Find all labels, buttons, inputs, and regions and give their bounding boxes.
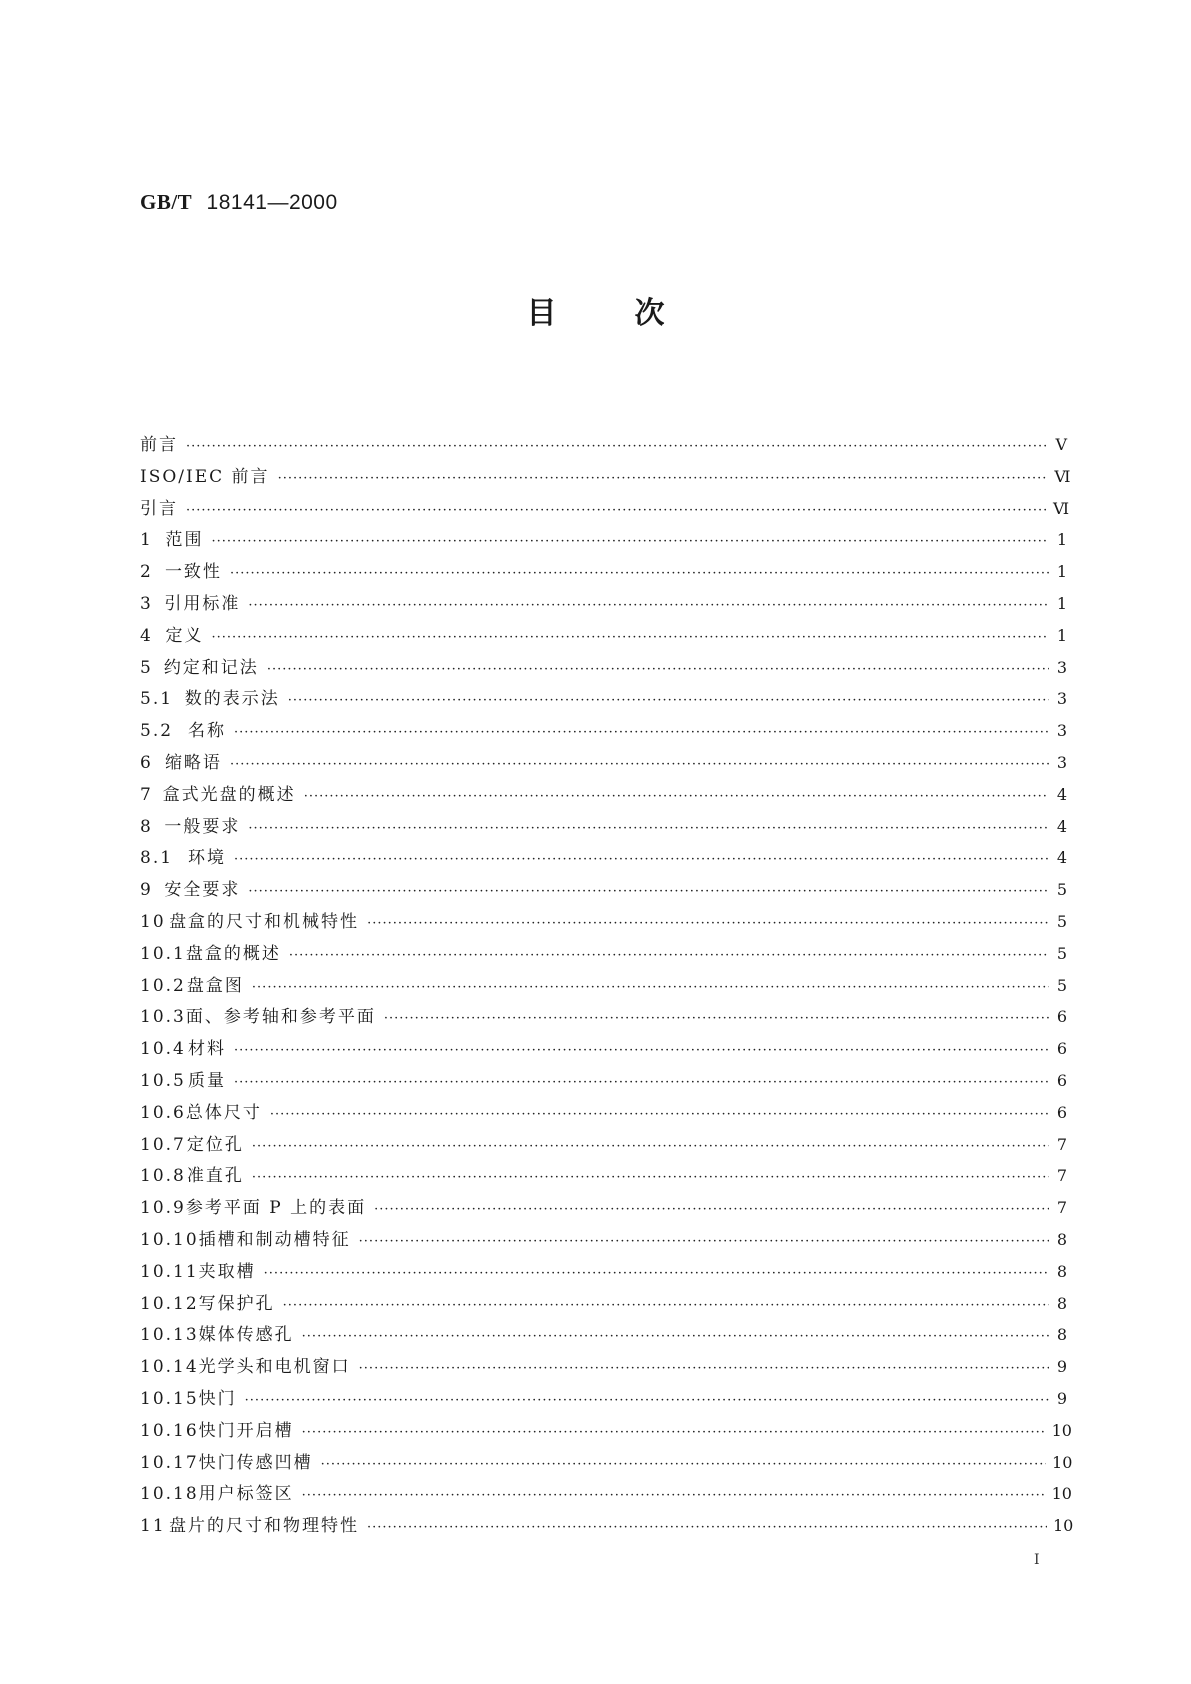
toc-leader-dots [252,980,1049,995]
toc-entry-number: 5.2 [140,721,174,742]
toc-entry-page: 6 [1056,1102,1067,1122]
toc-entry-label: 插槽和制动槽特征 [198,1229,351,1250]
toc-entry-label: 一致性 [164,562,222,583]
toc-entry-page: 5 [1056,911,1067,931]
toc-entry[interactable] [140,462,1071,494]
toc-entry-label: 用户标签区 [198,1484,294,1505]
toc-entry-label: 质量 [187,1070,226,1091]
table-of-contents [140,430,1074,1543]
toc-entry-number: 10.13 [140,1325,199,1346]
toc-entry-page: 3 [1056,752,1067,772]
toc-entry-page: 6 [1056,1070,1067,1090]
toc-entry-number: 10.17 [140,1452,199,1473]
toc-entry-label: 名称 [187,721,226,742]
toc-leader-dots [278,471,1049,486]
toc-entry[interactable] [140,971,1067,1003]
toc-entry-number: 10.4 [140,1039,186,1060]
toc-entry-label: 总体尺寸 [185,1102,262,1123]
toc-entry[interactable] [140,780,1067,812]
toc-leader-dots [248,884,1049,899]
toc-entry-label: 光学头和电机窗口 [198,1357,351,1378]
toc-entry-number: 6 [140,752,153,773]
toc-entry-number: 10.2 [140,975,186,996]
toc-entry-label: 引言 [140,498,178,519]
toc-entry-label: 材料 [187,1039,226,1060]
toc-entry[interactable] [140,1511,1074,1543]
toc-entry-page: 4 [1056,816,1067,836]
toc-entry-page: Ⅵ [1052,498,1070,518]
toc-entry[interactable] [140,843,1067,875]
toc-entry[interactable] [140,907,1067,939]
toc-entry[interactable] [140,716,1067,748]
toc-entry-label: 盘盒图 [186,975,244,996]
toc-entry-number: 9 [140,880,153,901]
toc-entry[interactable] [140,1384,1067,1416]
toc-entry-page: 3 [1056,721,1067,741]
toc-entry-number: 10.3 [140,1007,186,1028]
toc-entry-page: 10 [1052,1516,1074,1536]
toc-entry-page: 6 [1056,1039,1067,1059]
toc-entry-number: 8.1 [140,848,174,869]
toc-leader-dots [230,757,1049,772]
toc-entry[interactable] [140,1257,1067,1289]
toc-entry-label: 引用标准 [164,593,241,614]
toc-leader-dots [267,662,1049,677]
toc-entry-label: 一般要求 [164,816,241,837]
toc-entry-page: 7 [1056,1134,1067,1154]
toc-entry-number: 10.16 [140,1420,199,1441]
toc-entry-number: 2 [140,562,153,583]
toc-entry[interactable] [140,557,1067,589]
toc-entry-number: 10.15 [140,1388,199,1409]
toc-entry-number: 10.8 [140,1166,186,1187]
toc-leader-dots [186,439,1049,454]
toc-leader-dots [234,1043,1049,1058]
toc-leader-dots [288,693,1049,708]
toc-entry-label: 参考平面 P 上的表面 [185,1198,367,1219]
toc-entry[interactable] [140,1289,1067,1321]
toc-entry-page: 6 [1056,1007,1067,1027]
toc-entry[interactable] [140,1193,1067,1225]
toc-entry-page: 8 [1056,1325,1067,1345]
standard-prefix: GB/T [140,190,193,214]
toc-entry-number: 10.18 [140,1484,199,1505]
toc-entry-label: ISO/IEC 前言 [140,466,270,487]
toc-leader-dots [270,1107,1049,1122]
toc-entry[interactable] [140,1320,1067,1352]
toc-entry-page: 4 [1056,848,1067,868]
toc-leader-dots [212,534,1050,549]
toc-entry-number: 10.1 [140,943,186,964]
toc-entry[interactable] [140,1479,1072,1511]
toc-entry-page: Ⅵ [1054,466,1071,486]
toc-entry-number: 5.1 [140,689,174,710]
toc-entry-number: 10.10 [140,1229,199,1250]
toc-entry-label: 范围 [165,530,204,551]
toc-entry-page: 5 [1056,880,1067,900]
toc-entry-number: 10.7 [140,1134,186,1155]
standard-code [140,190,338,215]
toc-leader-dots [252,1139,1049,1154]
toc-entry-page: 1 [1056,625,1067,645]
toc-entry-page: 10 [1052,1452,1073,1472]
toc-entry-label: 盘盒的尺寸和机械特性 [169,911,360,932]
toc-entry-page: 9 [1056,1388,1067,1408]
toc-leader-dots [359,1361,1049,1376]
toc-entry-number: 8 [140,816,153,837]
toc-entry-label: 媒体传感孔 [198,1325,294,1346]
toc-entry[interactable] [140,748,1067,780]
toc-entry[interactable] [140,1130,1067,1162]
toc-entry-number: 10.11 [140,1261,199,1282]
toc-entry[interactable] [140,1002,1067,1034]
toc-leader-dots [245,1393,1049,1408]
toc-entry-number: 10.5 [140,1070,186,1091]
toc-entry-label: 快门 [198,1388,237,1409]
toc-entry-label: 快门开启槽 [198,1420,294,1441]
toc-entry[interactable] [140,1098,1067,1130]
toc-leader-dots [359,1234,1049,1249]
toc-entry-page: 1 [1056,530,1067,550]
toc-entry-label: 定义 [165,625,204,646]
toc-entry-page: 8 [1056,1261,1067,1281]
toc-entry-label: 前言 [140,435,178,455]
toc-entry[interactable] [140,494,1070,526]
toc-entry[interactable] [140,1034,1067,1066]
toc-entry-label: 面、参考轴和参考平面 [185,1007,376,1028]
toc-entry-page: 7 [1056,1198,1067,1218]
toc-entry-label: 夹取槽 [198,1261,256,1282]
toc-entry-number: 1 [140,530,153,551]
toc-entry[interactable] [140,1161,1067,1193]
toc-entry-number: 10.12 [140,1293,199,1314]
toc-entry-label: 约定和记法 [163,657,259,678]
toc-entry-page: 3 [1056,657,1067,677]
page-title: 目次 [526,296,743,331]
toc-entry[interactable] [140,589,1067,621]
toc-entry[interactable] [140,684,1067,716]
toc-entry-page: 8 [1056,1229,1067,1249]
toc-entry-number: 10 [140,911,166,932]
toc-entry[interactable] [140,621,1067,653]
toc-entry-page: 1 [1056,593,1067,613]
toc-leader-dots [283,1298,1049,1313]
toc-entry-page: 9 [1056,1357,1067,1377]
toc-entry-label: 定位孔 [186,1134,244,1155]
toc-leader-dots [367,1520,1047,1535]
toc-entry[interactable] [140,653,1067,685]
toc-leader-dots [304,789,1049,804]
toc-entry[interactable] [140,1225,1067,1257]
toc-leader-dots [302,1488,1046,1503]
toc-entry-page: 7 [1056,1166,1067,1186]
toc-entry-number: 10.6 [140,1102,186,1123]
toc-leader-dots [234,725,1049,740]
toc-entry-page: 10 [1051,1420,1072,1440]
toc-entry-page: 5 [1056,975,1067,995]
toc-entry[interactable] [140,875,1067,907]
toc-entry[interactable] [140,1416,1072,1448]
toc-entry-label: 快门传感凹槽 [198,1452,313,1473]
toc-entry[interactable] [140,939,1067,971]
page-number: Ⅰ [1034,1552,1040,1568]
toc-entry[interactable] [140,430,1067,462]
toc-entry-page: 1 [1056,562,1067,582]
toc-entry-page: 3 [1056,689,1067,709]
toc-entry-label: 安全要求 [164,880,241,901]
toc-leader-dots [248,821,1049,836]
toc-leader-dots [302,1329,1049,1344]
toc-entry-number: 7 [140,784,153,805]
toc-entry-number: 10.9 [140,1198,186,1219]
standard-number: 18141—2000 [206,191,338,214]
toc-entry-label: 盒式光盘的概述 [162,784,296,805]
toc-entry[interactable] [140,1352,1067,1384]
toc-entry-page: 8 [1056,1293,1067,1313]
toc-leader-dots [248,598,1049,613]
toc-entry-number: 11 [140,1516,166,1537]
toc-entry[interactable] [140,812,1067,844]
toc-entry[interactable] [140,1066,1067,1098]
toc-leader-dots [230,566,1049,581]
toc-leader-dots [302,1425,1046,1440]
toc-leader-dots [374,1202,1049,1217]
toc-leader-dots [234,1075,1049,1090]
toc-entry[interactable] [140,1448,1073,1480]
toc-entry-label: 写保护孔 [198,1293,275,1314]
toc-leader-dots [367,916,1049,931]
toc-leader-dots [384,1011,1049,1026]
toc-entry-page: 10 [1051,1484,1072,1504]
toc-entry[interactable] [140,525,1067,557]
toc-leader-dots [186,503,1047,518]
toc-entry-page: 5 [1056,943,1067,963]
toc-entry-number: 10.14 [140,1357,199,1378]
toc-entry-page: Ⅴ [1055,435,1067,454]
toc-entry-number: 4 [140,625,153,646]
toc-entry-label: 缩略语 [164,752,222,773]
toc-leader-dots [212,630,1050,645]
toc-leader-dots [289,948,1049,963]
toc-entry-label: 准直孔 [186,1166,244,1187]
toc-leader-dots [252,1170,1049,1185]
toc-leader-dots [234,852,1049,867]
toc-entry-label: 盘片的尺寸和物理特性 [168,1516,359,1537]
toc-entry-label: 数的表示法 [184,689,280,710]
toc-leader-dots [264,1266,1049,1281]
toc-entry-number: 5 [140,657,153,678]
toc-leader-dots [321,1457,1046,1472]
toc-entry-label: 环境 [187,848,226,869]
toc-entry-page: 4 [1056,784,1067,804]
toc-entry-number: 3 [140,593,153,614]
toc-entry-label: 盘盒的概述 [185,943,281,964]
